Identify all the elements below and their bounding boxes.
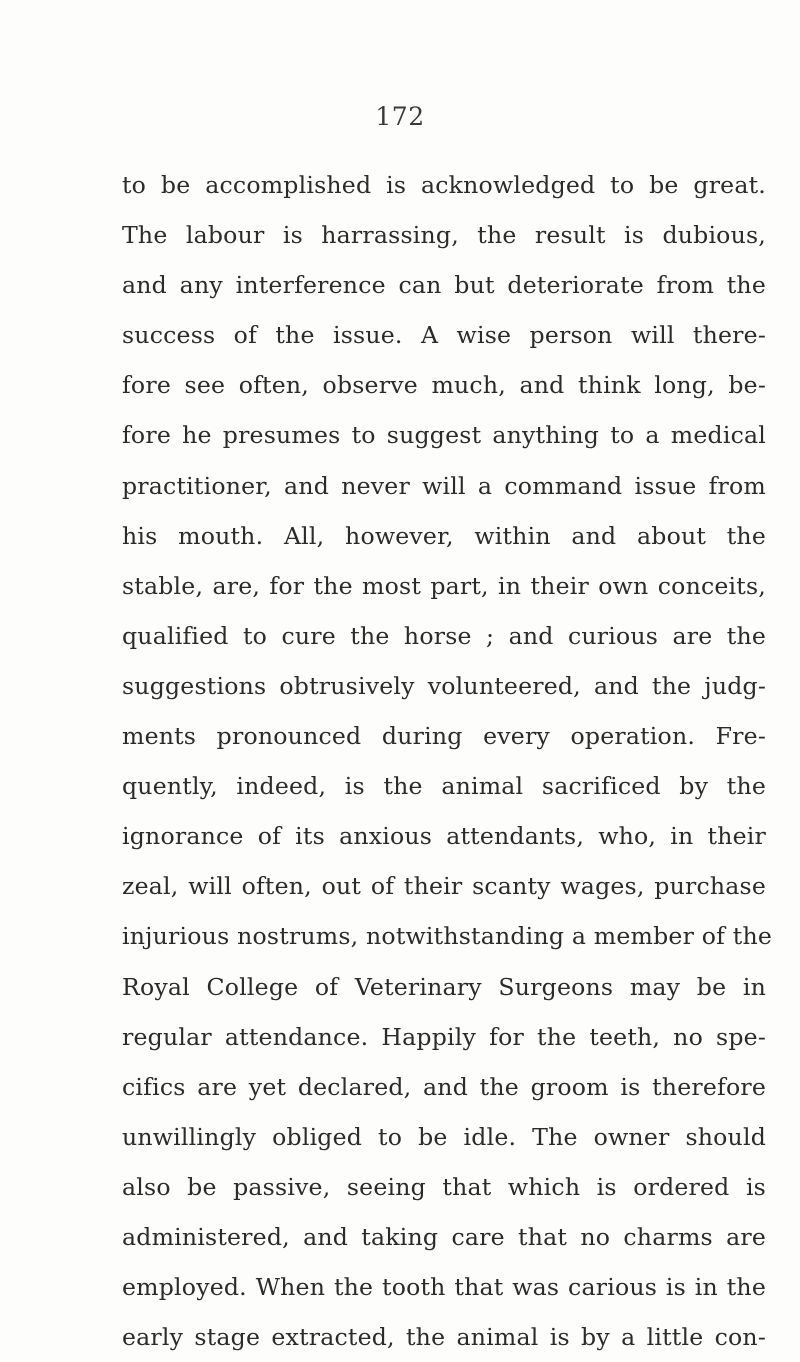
text-line: regular attendance. Happily for the teeth, no spe- bbox=[122, 1022, 766, 1051]
text-line: injurious nostrums, notwithstanding a member of the bbox=[122, 922, 773, 951]
text-line: employed. When the tooth that was carious is in the bbox=[122, 1273, 766, 1302]
text-line: practitioner, and never will a command issue from bbox=[122, 471, 766, 500]
body-text bbox=[122, 160, 773, 1362]
text-line: also be passive, seeing that which is ordered is bbox=[122, 1172, 766, 1201]
text-line: early stage extracted, the animal is by a little con- bbox=[122, 1323, 766, 1352]
text-line: Royal College of Veterinary Surgeons may be in bbox=[122, 972, 766, 1001]
text-line: ignorance of its anxious attendants, who, in their bbox=[122, 822, 766, 851]
text-line: zeal, will often, out of their scanty wages, purchase bbox=[122, 872, 766, 901]
text-line: his mouth. All, however, within and about the bbox=[122, 521, 766, 550]
text-line: to be accomplished is acknowledged to be great. bbox=[122, 171, 766, 199]
text-line: unwillingly obliged to be idle. The owner should bbox=[122, 1122, 766, 1151]
text-line: quently, indeed, is the animal sacrificed by the bbox=[122, 772, 766, 801]
text-line: and any interference can but deteriorate from the bbox=[122, 271, 766, 300]
text-line: The labour is harrassing, the result is dubious, bbox=[122, 221, 766, 250]
text-line: cifics are yet declared, and the groom is therefore bbox=[122, 1072, 766, 1101]
page-number: 172 bbox=[375, 102, 425, 131]
text-line: suggestions obtrusively volunteered, and the judg- bbox=[122, 671, 766, 700]
text-line: fore see often, observe much, and think long, be- bbox=[122, 371, 766, 400]
text-line: qualified to cure the horse ; and curious are the bbox=[122, 621, 766, 650]
text-line: ments pronounced during every operation. Fre- bbox=[122, 722, 766, 751]
text-line: stable, are, for the most part, in their own conceits, bbox=[122, 571, 766, 600]
text-line: administered, and taking care that no charms are bbox=[122, 1222, 766, 1251]
text-line: fore he presumes to suggest anything to a medical bbox=[122, 421, 766, 450]
text-line: success of the issue. A wise person will there- bbox=[122, 321, 766, 350]
